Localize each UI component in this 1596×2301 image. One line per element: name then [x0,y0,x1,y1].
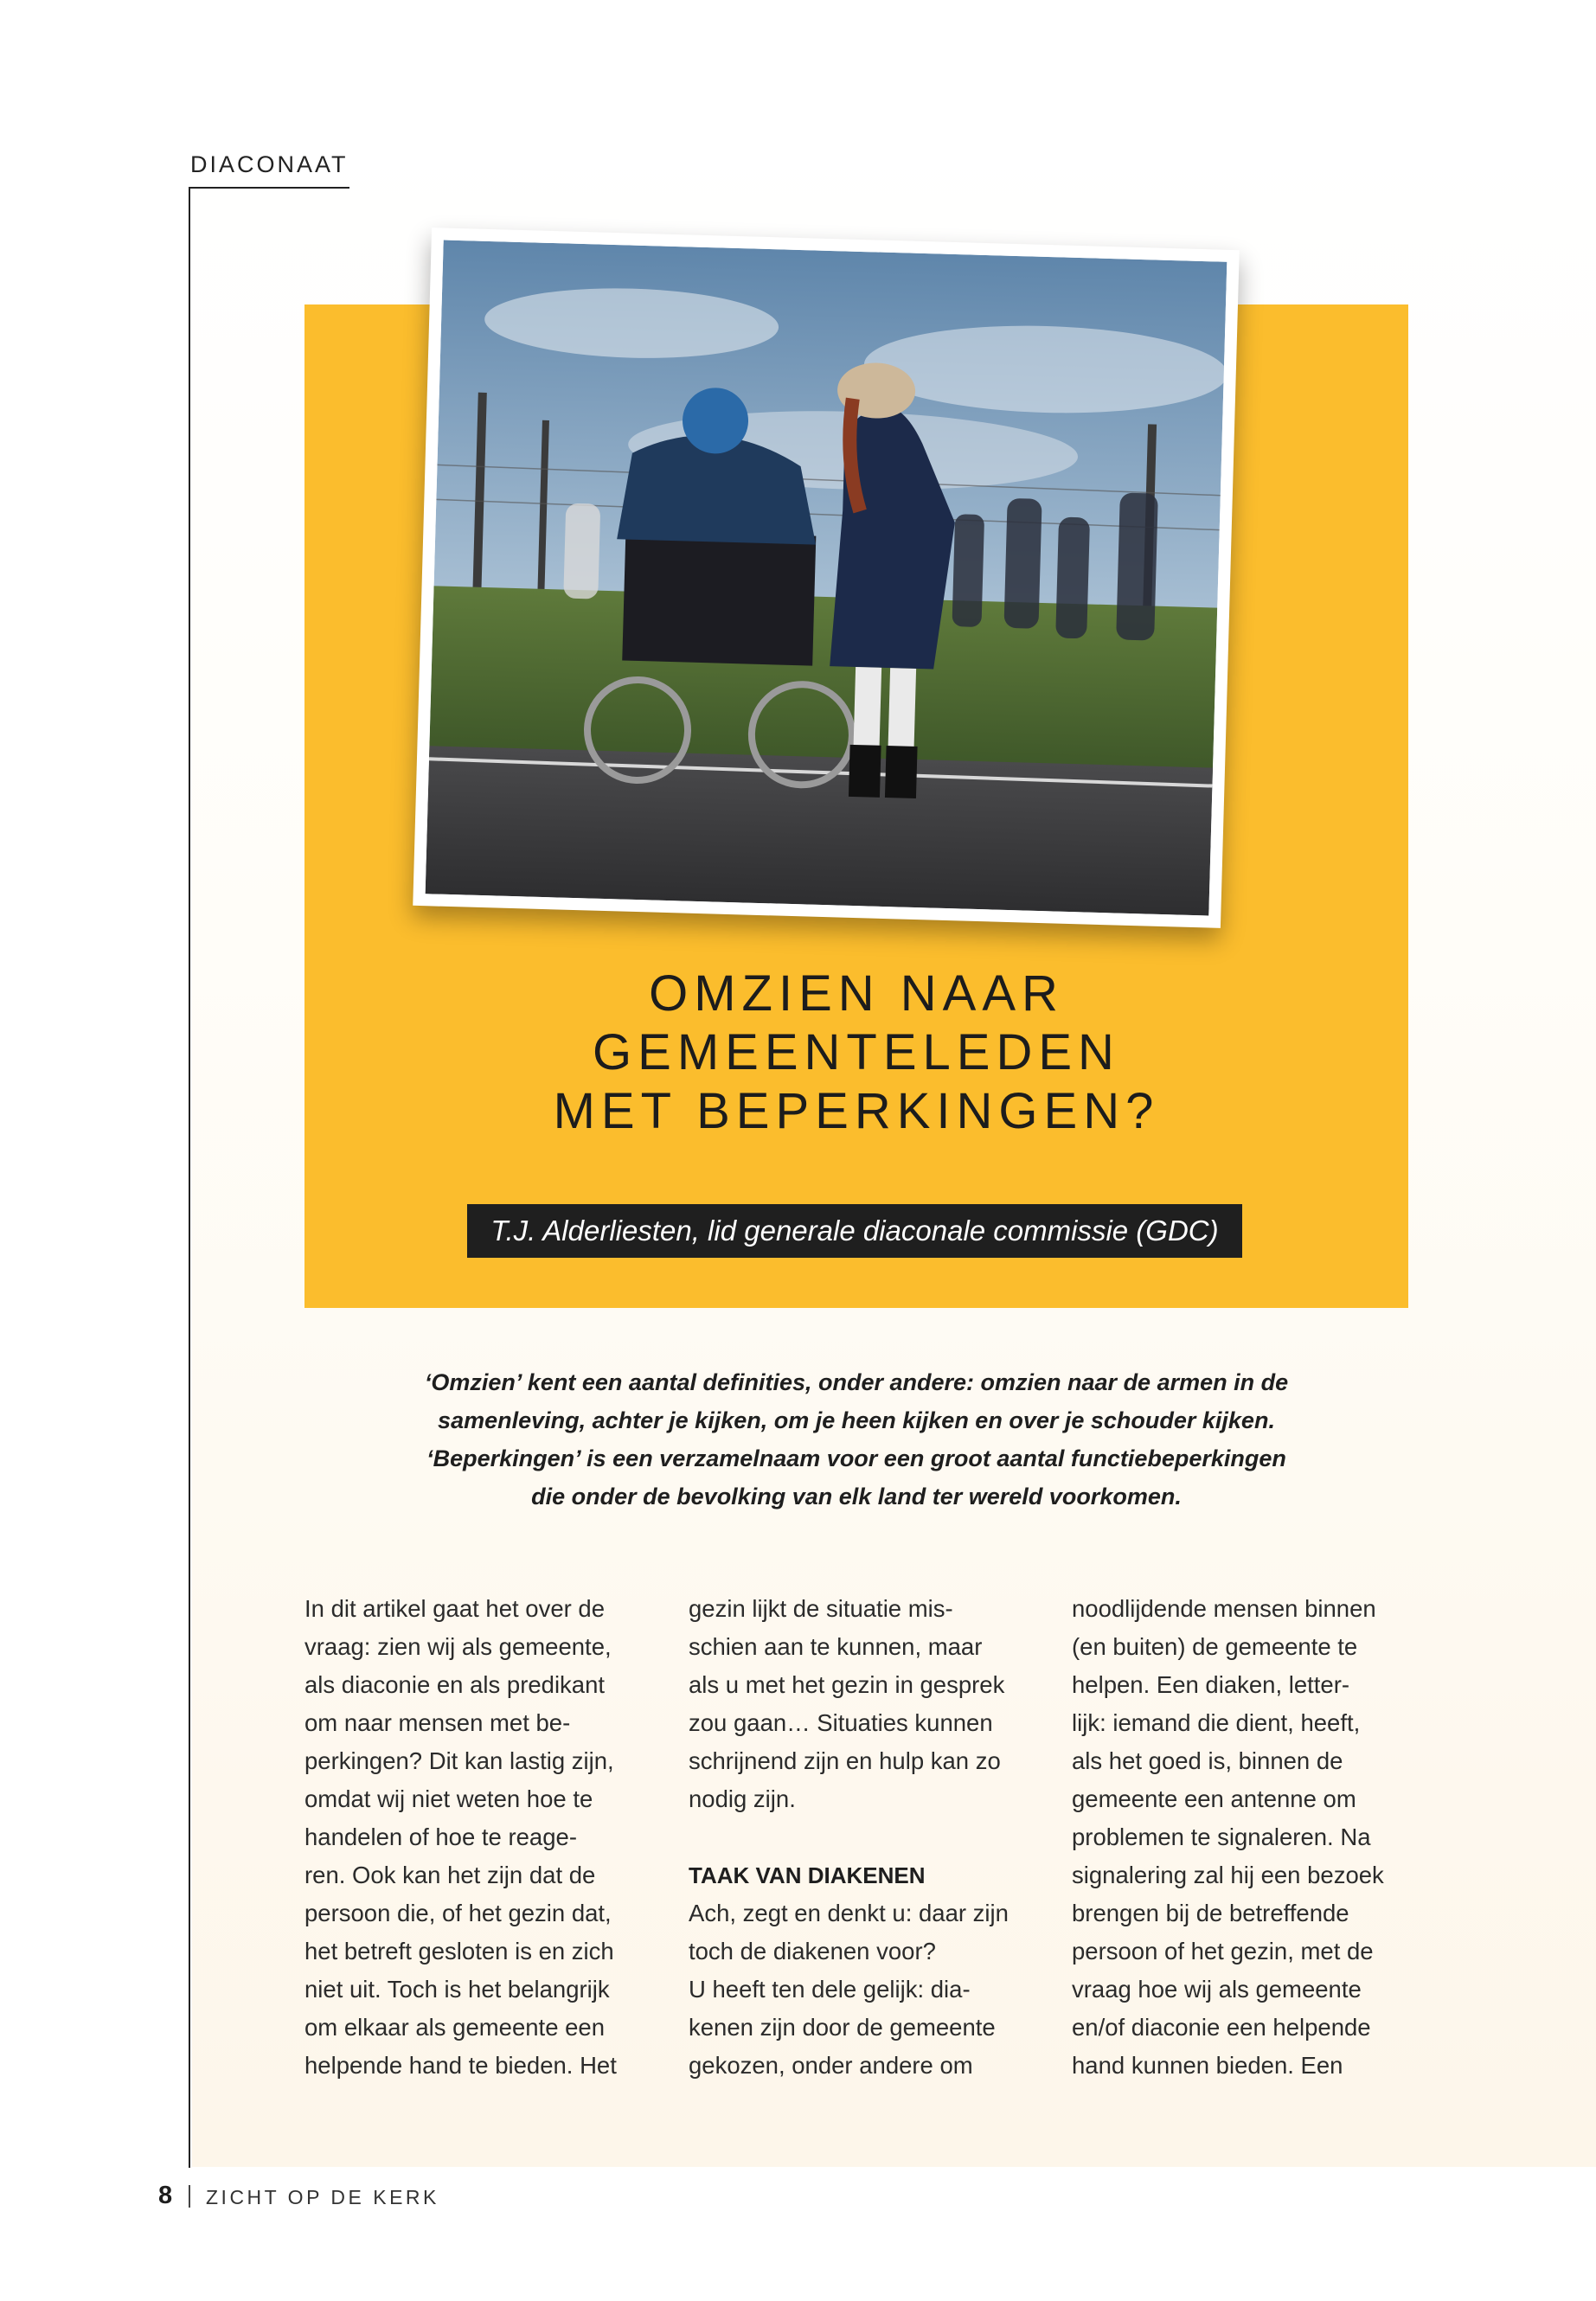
body-line: schien aan te kunnen, maar [689,1633,983,1660]
body-line: als diaconie en als predikant [304,1671,606,1698]
body-line: Ach, zegt en denkt u: daar zijn [689,1900,1009,1926]
body-line: lijk: iemand die dient, heeft, [1072,1709,1361,1736]
article-title [304,965,1408,1141]
body-line: nodig zijn. [689,1785,796,1812]
body-line: en/of diaconie een helpende [1072,2014,1371,2041]
body-line: persoon die, of het gezin dat, [304,1900,612,1926]
section-label: DIACONAAT [190,151,349,177]
body-line: om naar mensen met be- [304,1709,571,1736]
paragraph-gap [689,1818,1035,1856]
body-column-3 [1072,1590,1418,2085]
body-line: het betreft gesloten is en zich [304,1938,614,1965]
intro-paragraph [407,1363,1306,1516]
intro-line: ‘Beperkingen’ is een verzamelnaam voor een groot aantal functiebeperkingen [426,1445,1286,1471]
body-line: (en buiten) de gemeente te [1072,1633,1358,1660]
margin-rule [189,187,190,2168]
title-line: OMZIEN NAAR [649,965,1064,1022]
publication-name: ZICHT OP DE KERK [206,2186,439,2208]
title-line: GEMEENTELEDEN [593,1024,1120,1080]
body-line: brengen bij de betreffende [1072,1900,1349,1926]
body-line: kenen zijn door de gemeente [689,2014,996,2041]
body-line: vraag: zien wij als gemeente, [304,1633,612,1660]
intro-line: ‘Omzien’ kent een aantal definities, onder andere: omzien naar de armen in de [424,1369,1289,1395]
body-line: problemen te signaleren. Na [1072,1823,1371,1850]
body-line: om elkaar als gemeente een [304,2014,606,2041]
section-label-rule [189,187,349,189]
body-line: omdat wij niet weten hoe te [304,1785,593,1812]
body-line: noodlijdende mensen binnen [1072,1595,1376,1622]
title-line: MET BEPERKINGEN? [553,1083,1160,1139]
section-heading: TAAK VAN DIAKENEN [689,1862,926,1888]
body-line: helpende hand te bieden. Het [304,2052,617,2079]
body-line: hand kunnen bieden. Een [1072,2052,1343,2079]
body-line: als het goed is, binnen de [1072,1747,1343,1774]
body-line: helpen. Een diaken, letter- [1072,1671,1350,1698]
body-line: In dit artikel gaat het over de [304,1595,606,1622]
body-line: perkingen? Dit kan lastig zijn, [304,1747,614,1774]
body-line: gemeente een antenne om [1072,1785,1356,1812]
body-line: U heeft ten dele gelijk: dia- [689,1976,971,2003]
body-line: ren. Ook kan het zijn dat de [304,1862,596,1888]
body-line: gezin lijkt de situatie mis- [689,1595,953,1622]
page-number: 8 [158,2182,173,2209]
body-line: niet uit. Toch is het belangrijk [304,1976,610,2003]
body-line: persoon of het gezin, met de [1072,1938,1374,1965]
body-line: vraag hoe wij als gemeente [1072,1976,1362,2003]
body-line: signalering zal hij een bezoek [1072,1862,1384,1888]
body-line: schrijnend zijn en hulp kan zo [689,1747,1001,1774]
body-line: toch de diakenen voor? [689,1938,936,1965]
intro-line: die onder de bevolking van elk land ter wereld voorkomen. [531,1484,1182,1509]
wheelchair-photo-image [426,240,1227,915]
body-line: als u met het gezin in gesprek [689,1671,1005,1698]
author-byline: T.J. Alderliesten, lid generale diaconale commissie (GDC) [467,1204,1242,1258]
body-line: zou gaan… Situaties kunnen [689,1709,993,1736]
intro-line: samenleving, achter je kijken, om je heen kijken en over je schouder kijken. [438,1407,1275,1433]
body-column-1 [304,1590,651,2085]
body-column-2 [689,1590,1035,2085]
body-line: gekozen, onder andere om [689,2052,973,2079]
footer-divider [189,2185,190,2208]
article-photo [413,228,1240,928]
body-line: handelen of hoe te reage- [304,1823,577,1850]
